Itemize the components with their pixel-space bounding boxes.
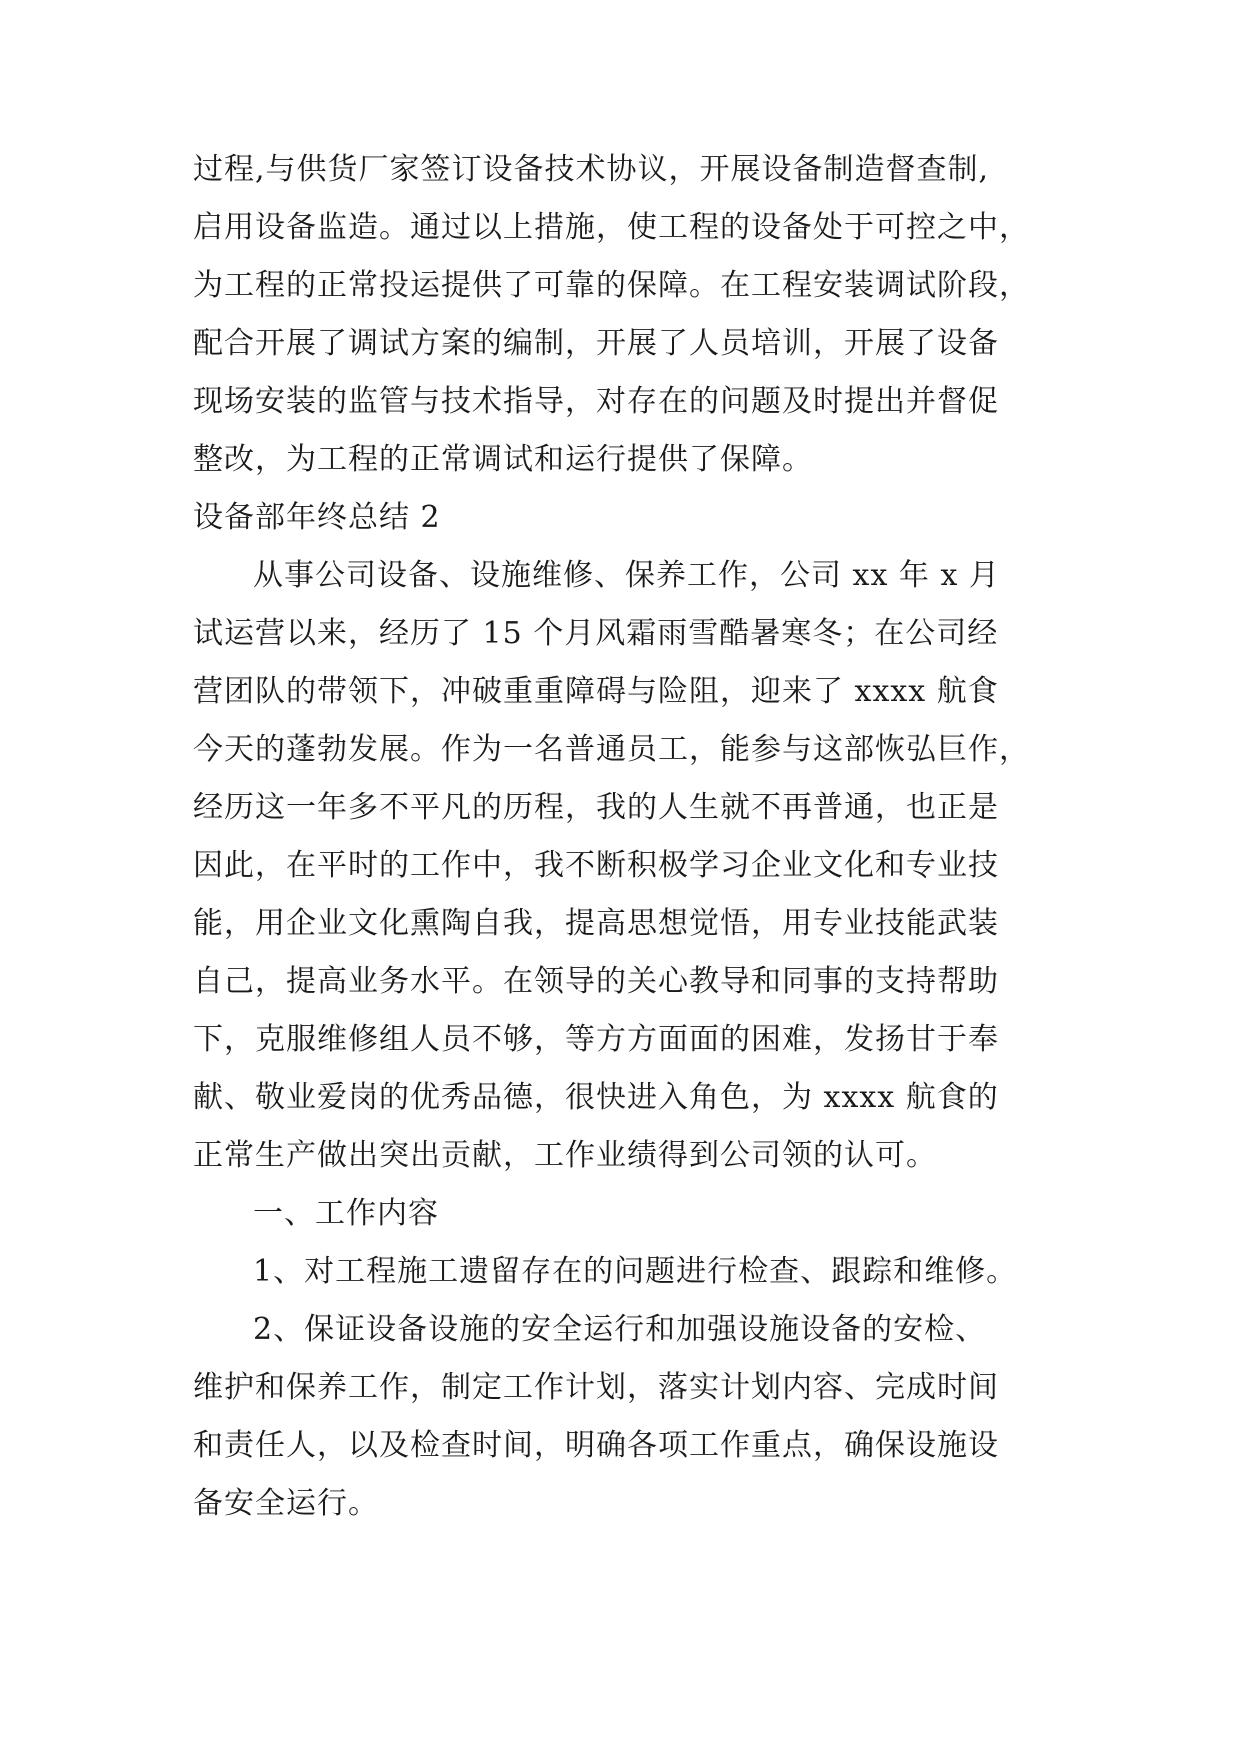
subsection-heading: 一、工作内容 xyxy=(253,1196,439,1231)
paragraph-line: 现场安装的监管与技术指导，对存在的问题及时提出并督促 xyxy=(193,384,999,419)
paragraph-line: 试运营以来，经历了 15 个月风霜雨雪酷暑寒冬；在公司经 xyxy=(193,616,999,651)
paragraph-line: 能，用企业文化熏陶自我，提高思想觉悟，用专业技能武装 xyxy=(193,906,999,941)
paragraph-line: 自己，提高业务水平。在领导的关心教导和同事的支持帮助 xyxy=(193,964,999,999)
paragraph-line: 备安全运行。 xyxy=(193,1486,379,1521)
paragraph-line: 营团队的带领下，冲破重重障碍与险阻，迎来了 xxxx 航食 xyxy=(193,674,999,709)
paragraph-line: 今天的蓬勃发展。作为一名普通员工，能参与这部恢弘巨作， xyxy=(193,732,1030,767)
paragraph-line: 为工程的正常投运提供了可靠的保障。在工程安装调试阶段， xyxy=(193,268,1030,303)
paragraph-line: 启用设备监造。通过以上措施，使工程的设备处于可控之中， xyxy=(193,210,1030,245)
paragraph-line: 整改，为工程的正常调试和运行提供了保障。 xyxy=(193,442,813,477)
list-item: 1、对工程施工遗留存在的问题进行检查、跟踪和维修。 xyxy=(253,1254,1018,1289)
paragraph-line: 正常生产做出突出贡献，工作业绩得到公司领的认可。 xyxy=(193,1138,937,1173)
list-item: 2、保证设备设施的安全运行和加强设施设备的安检、 xyxy=(253,1312,987,1347)
paragraph-line: 维护和保养工作，制定工作计划，落实计划内容、完成时间 xyxy=(193,1370,999,1405)
paragraph-line: 从事公司设备、设施维修、保养工作，公司 xx 年 x 月 xyxy=(253,558,1000,593)
section-heading: 设备部年终总结 2 xyxy=(193,500,441,535)
paragraph-line: 经历这一年多不平凡的历程，我的人生就不再普通，也正是 xyxy=(193,790,999,825)
paragraph-line: 和责任人，以及检查时间，明确各项工作重点，确保设施设 xyxy=(193,1428,999,1463)
paragraph-line: 配合开展了调试方案的编制，开展了人员培训，开展了设备 xyxy=(193,326,999,361)
paragraph-line: 过程,与供货厂家签订设备技术协议，开展设备制造督查制, xyxy=(193,152,990,187)
paragraph-line: 献、敬业爱岗的优秀品德，很快进入角色，为 xxxx 航食的 xyxy=(193,1080,999,1115)
paragraph-line: 因此，在平时的工作中，我不断积极学习企业文化和专业技 xyxy=(193,848,999,883)
paragraph-line: 下，克服维修组人员不够，等方方面面的困难，发扬甘于奉 xyxy=(193,1022,999,1057)
